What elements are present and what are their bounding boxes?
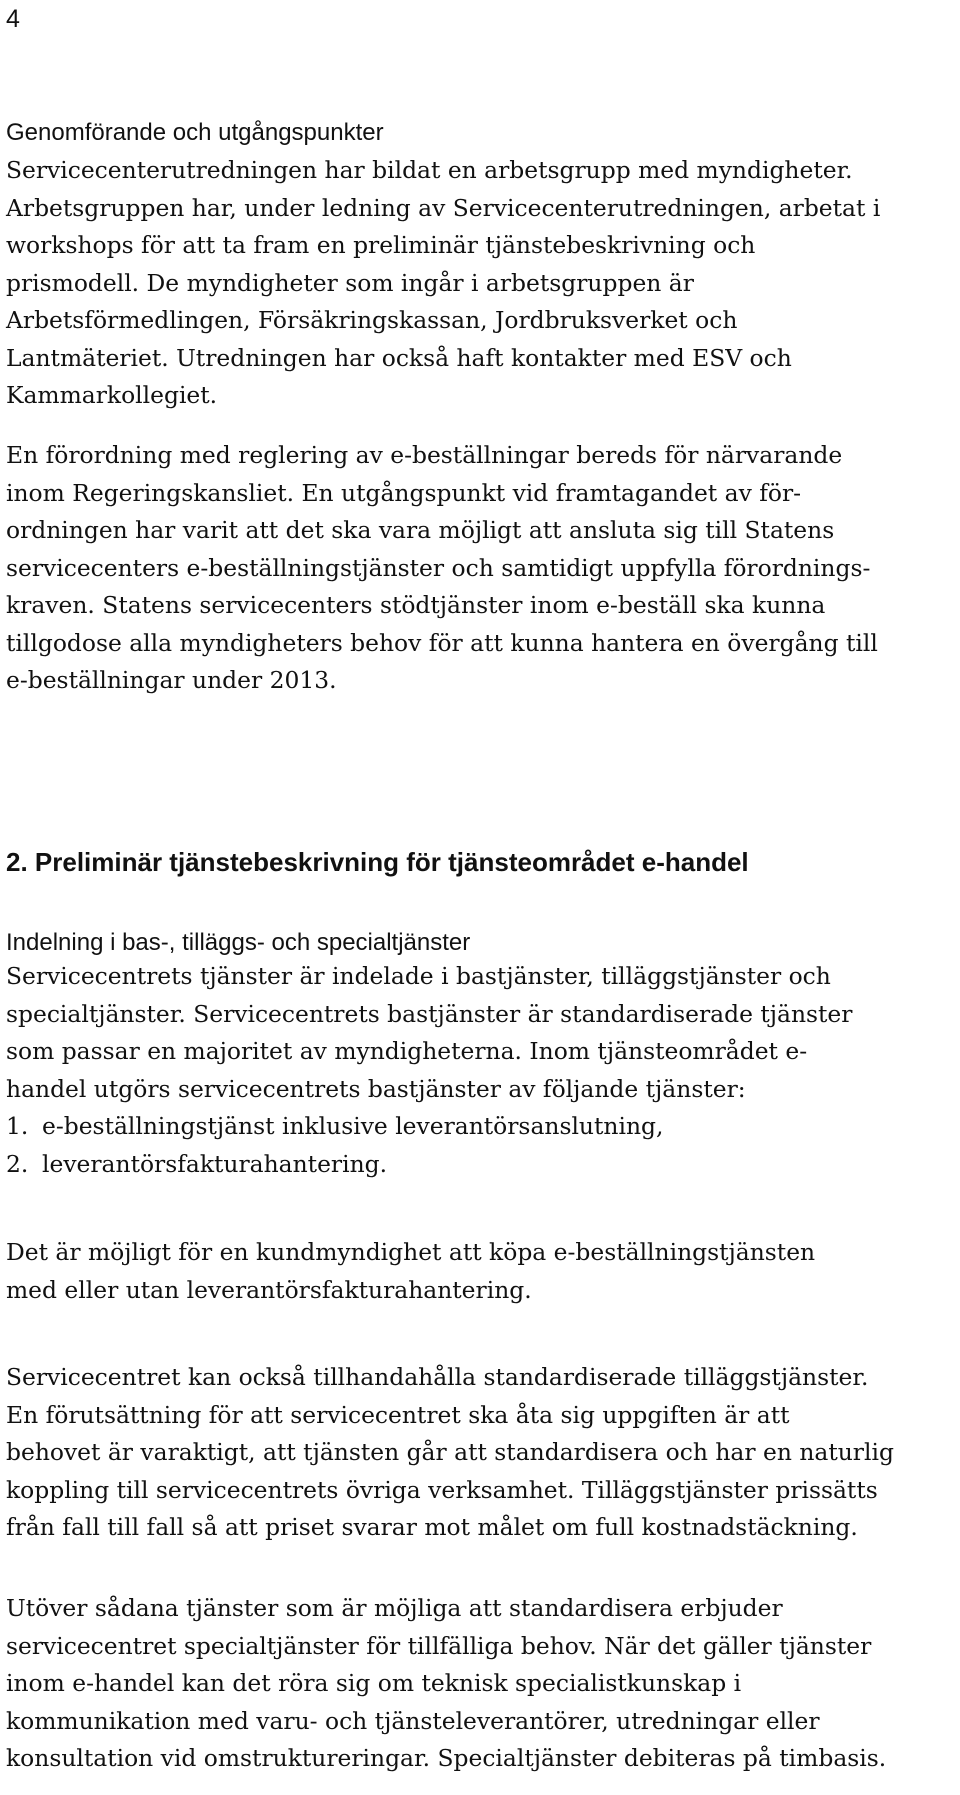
list-item xyxy=(6,1146,663,1184)
subsection-heading: Indelning i bas-, tilläggs- och specialtjänster xyxy=(6,929,471,956)
page-number: 4 xyxy=(6,5,20,33)
paragraph-4 xyxy=(6,1234,956,1309)
text-line: Lantmäteriet. Utredningen har också haft kontakter med ESV och xyxy=(6,343,792,372)
paragraph-2 xyxy=(6,437,956,700)
text-line: från fall till fall så att priset svarar mot målet om full kostnadstäckning. xyxy=(6,1513,858,1541)
text-line: som passar en majoritet av myndigheterna. Inom tjänsteområdet e- xyxy=(6,1037,808,1065)
section-heading: 2. Preliminär tjänstebeskrivning för tjänsteområdet e-handel xyxy=(6,847,749,877)
text-line: e-beställningar under 2013. xyxy=(6,666,337,694)
paragraph-5 xyxy=(6,1359,956,1547)
text-line: En förordning med reglering av e-beställningar bereds för närvarande xyxy=(6,441,843,469)
text-line: En förutsättning för att servicecentret ska åta sig uppgiften är att xyxy=(6,1400,790,1429)
paragraph-3 xyxy=(6,958,956,1108)
text-line: tillgodose alla myndigheters behov för att kunna hantera en övergång till xyxy=(6,628,878,657)
text-line: Kammarkollegiet. xyxy=(6,381,218,409)
text-line: servicecenters e-beställningstjänster och samtidigt uppfylla förordnings- xyxy=(6,553,871,582)
text-line: Utöver sådana tjänster som är möjliga att standardisera erbjuder xyxy=(6,1594,783,1622)
text-line: inom e-handel kan det röra sig om teknisk specialistkunskap i xyxy=(6,1669,742,1697)
text-line: inom Regeringskansliet. En utgångspunkt vid framtagandet av för- xyxy=(6,478,802,507)
service-list xyxy=(6,1108,663,1183)
text-line: ordningen har varit att det ska vara möjligt att ansluta sig till Statens xyxy=(6,516,835,544)
text-line: med eller utan leverantörsfakturahantering. xyxy=(6,1275,532,1304)
list-item xyxy=(6,1108,663,1146)
text-line: behovet är varaktigt, att tjänsten går att standardisera och har en naturlig xyxy=(6,1438,894,1466)
text-line: Arbetsförmedlingen, Försäkringskassan, Jordbruksverket och xyxy=(6,306,738,334)
list-item-text: e-beställningstjänst inklusive leverantörsanslutning, xyxy=(42,1112,664,1140)
text-line: Arbetsgruppen har, under ledning av Servicecenterutredningen, arbetat i xyxy=(6,193,881,222)
text-line: workshops för att ta fram en preliminär tjänstebeskrivning och xyxy=(6,231,756,259)
text-line: servicecentret specialtjänster för tillfälliga behov. När det gäller tjänster xyxy=(6,1631,872,1660)
text-line: specialtjänster. Servicecentrets bastjänster är standardiserade tjänster xyxy=(6,999,853,1028)
text-line: Servicecenterutredningen har bildat en arbetsgrupp med myndigheter. xyxy=(6,156,853,184)
paragraph-1 xyxy=(6,152,956,415)
text-line: Servicecentret kan också tillhandahålla standardiserade tilläggstjänster. xyxy=(6,1363,869,1391)
text-line: prismodell. De myndigheter som ingår i arbetsgruppen är xyxy=(6,268,694,297)
list-item-number: 1. xyxy=(6,1112,29,1140)
text-line: kraven. Statens servicecenters stödtjänster inom e-beställ ska kunna xyxy=(6,591,826,619)
intro-heading: Genomförande och utgångspunkter xyxy=(6,119,384,146)
text-line: kommunikation med varu- och tjänsteleverantörer, utredningar eller xyxy=(6,1706,820,1735)
text-line: handel utgörs servicecentrets bastjänster av följande tjänster: xyxy=(6,1074,746,1103)
list-item-number: 2. xyxy=(6,1149,29,1178)
text-line: konsultation vid omstruktureringar. Specialtjänster debiteras på timbasis. xyxy=(6,1744,887,1772)
paragraph-6 xyxy=(6,1590,956,1778)
list-item-text: leverantörsfakturahantering. xyxy=(42,1149,388,1178)
text-line: koppling till servicecentrets övriga verksamhet. Tilläggstjänster prissätts xyxy=(6,1475,878,1504)
text-line: Det är möjligt för en kundmyndighet att köpa e-beställningstjänsten xyxy=(6,1238,816,1266)
text-line: Servicecentrets tjänster är indelade i bastjänster, tilläggstjänster och xyxy=(6,962,831,990)
